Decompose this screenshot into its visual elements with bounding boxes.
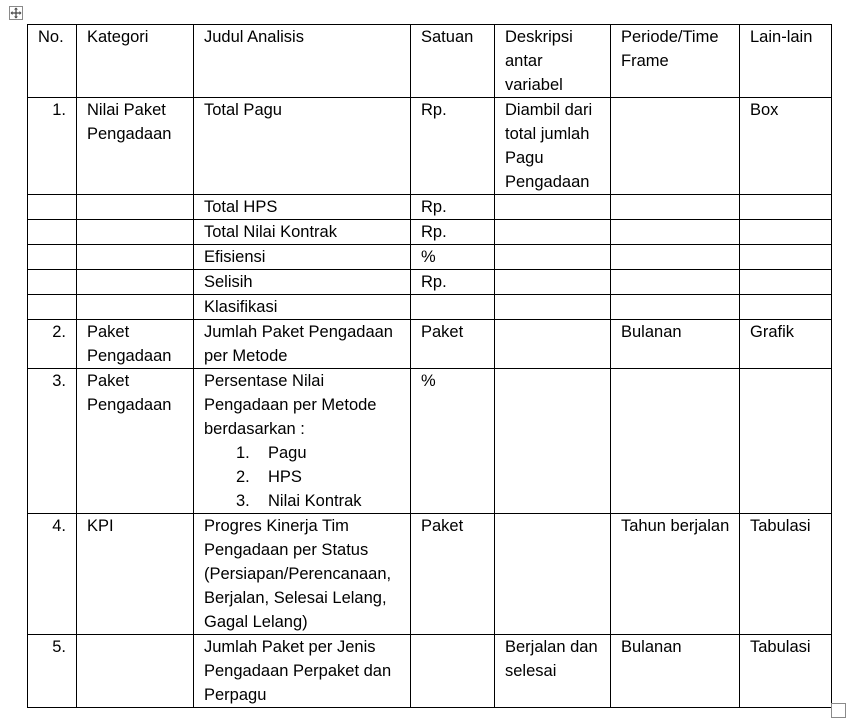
table-row xyxy=(28,195,832,220)
table-header-row xyxy=(28,25,832,98)
cell-periode[interactable] xyxy=(611,220,740,245)
table-row xyxy=(28,295,832,320)
list-item-text: HPS xyxy=(268,468,302,486)
cell-judul[interactable]: Efisiensi xyxy=(194,245,411,270)
analysis-table xyxy=(27,24,832,708)
table-resize-handle-icon[interactable] xyxy=(831,703,846,718)
cell-satuan[interactable]: % xyxy=(411,245,495,270)
cell-no[interactable]: 2. xyxy=(28,320,77,369)
cell-periode[interactable] xyxy=(611,195,740,220)
cell-periode[interactable] xyxy=(611,369,740,514)
table-row xyxy=(28,369,832,514)
list-item xyxy=(236,441,402,465)
cell-deskripsi[interactable] xyxy=(495,270,611,295)
cell-kategori[interactable] xyxy=(77,195,194,220)
list-item xyxy=(236,465,402,489)
cell-satuan[interactable]: % xyxy=(411,369,495,514)
cell-satuan[interactable]: Rp. xyxy=(411,195,495,220)
cell-satuan[interactable]: Rp. xyxy=(411,220,495,245)
header-no[interactable]: No. xyxy=(28,25,77,98)
cell-judul[interactable]: Total Pagu xyxy=(194,98,411,195)
cell-kategori[interactable] xyxy=(77,220,194,245)
cell-no[interactable] xyxy=(28,220,77,245)
numbered-list xyxy=(204,441,402,513)
cell-kategori[interactable]: Paket Pengadaan xyxy=(77,369,194,514)
cell-kategori[interactable]: Paket Pengadaan xyxy=(77,320,194,369)
cell-satuan[interactable]: Rp. xyxy=(411,270,495,295)
cell-periode[interactable] xyxy=(611,295,740,320)
cell-deskripsi[interactable] xyxy=(495,514,611,635)
cell-satuan[interactable]: Rp. xyxy=(411,98,495,195)
cell-periode[interactable] xyxy=(611,270,740,295)
cell-deskripsi[interactable]: Berjalan dan selesai xyxy=(495,635,611,708)
cell-lain[interactable]: Box xyxy=(740,98,832,195)
cell-kategori[interactable]: Nilai Paket Pengadaan xyxy=(77,98,194,195)
cell-lain[interactable] xyxy=(740,369,832,514)
cell-deskripsi[interactable] xyxy=(495,320,611,369)
cell-no[interactable]: 1. xyxy=(28,98,77,195)
list-item xyxy=(236,489,402,513)
cell-deskripsi[interactable] xyxy=(495,220,611,245)
header-satuan[interactable]: Satuan xyxy=(411,25,495,98)
cell-no[interactable]: 3. xyxy=(28,369,77,514)
table-row xyxy=(28,98,832,195)
cell-periode[interactable]: Bulanan xyxy=(611,320,740,369)
cell-lain[interactable]: Tabulasi xyxy=(740,514,832,635)
cell-judul[interactable]: Progres Kinerja Tim Pengadaan per Status (Persiapan/Perencanaan, Berjalan, Selesai Lelang, Gagal Lelang) xyxy=(194,514,411,635)
cell-deskripsi[interactable]: Diambil dari total jumlah Pagu Pengadaan xyxy=(495,98,611,195)
list-number: 3. xyxy=(236,492,250,510)
cell-satuan[interactable]: Paket xyxy=(411,514,495,635)
table-row xyxy=(28,320,832,369)
list-number: 1. xyxy=(236,444,250,462)
cell-judul[interactable]: Total Nilai Kontrak xyxy=(194,220,411,245)
cell-judul[interactable]: Selisih xyxy=(194,270,411,295)
cell-judul-text: Persentase Nilai Pengadaan per Metode berdasarkan : xyxy=(204,372,377,438)
cell-no[interactable]: 5. xyxy=(28,635,77,708)
cell-kategori[interactable] xyxy=(77,245,194,270)
cell-periode[interactable] xyxy=(611,98,740,195)
table-row xyxy=(28,635,832,708)
header-deskripsi[interactable]: Deskripsi antar variabel xyxy=(495,25,611,98)
header-periode[interactable]: Periode/Time Frame xyxy=(611,25,740,98)
cell-lain[interactable] xyxy=(740,195,832,220)
cell-satuan[interactable] xyxy=(411,295,495,320)
header-lain[interactable]: Lain-lain xyxy=(740,25,832,98)
cell-kategori[interactable] xyxy=(77,270,194,295)
cell-judul[interactable]: Jumlah Paket Pengadaan per Metode xyxy=(194,320,411,369)
cell-no[interactable] xyxy=(28,195,77,220)
cell-judul[interactable] xyxy=(194,369,411,514)
cell-periode[interactable]: Bulanan xyxy=(611,635,740,708)
cell-deskripsi[interactable] xyxy=(495,245,611,270)
cell-no[interactable] xyxy=(28,270,77,295)
cell-deskripsi[interactable] xyxy=(495,369,611,514)
cell-kategori[interactable] xyxy=(77,295,194,320)
cell-lain[interactable]: Tabulasi xyxy=(740,635,832,708)
list-item-text: Pagu xyxy=(268,444,307,462)
cell-lain[interactable] xyxy=(740,295,832,320)
cell-kategori[interactable]: KPI xyxy=(77,514,194,635)
cell-judul[interactable]: Jumlah Paket per Jenis Pengadaan Perpaket dan Perpagu xyxy=(194,635,411,708)
cell-deskripsi[interactable] xyxy=(495,295,611,320)
cell-no[interactable]: 4. xyxy=(28,514,77,635)
table-row xyxy=(28,270,832,295)
cell-periode[interactable] xyxy=(611,245,740,270)
cell-periode[interactable]: Tahun berjalan xyxy=(611,514,740,635)
table-row xyxy=(28,514,832,635)
cell-no[interactable] xyxy=(28,295,77,320)
cell-judul[interactable]: Total HPS xyxy=(194,195,411,220)
cell-satuan[interactable] xyxy=(411,635,495,708)
header-kategori[interactable]: Kategori xyxy=(77,25,194,98)
cell-kategori[interactable] xyxy=(77,635,194,708)
cell-deskripsi[interactable] xyxy=(495,195,611,220)
table-move-handle-icon[interactable] xyxy=(9,6,23,20)
cell-no[interactable] xyxy=(28,245,77,270)
cell-lain[interactable] xyxy=(740,220,832,245)
cell-lain[interactable] xyxy=(740,270,832,295)
cell-lain[interactable] xyxy=(740,245,832,270)
cell-judul[interactable]: Klasifikasi xyxy=(194,295,411,320)
list-item-text: Nilai Kontrak xyxy=(268,492,362,510)
cell-satuan[interactable]: Paket xyxy=(411,320,495,369)
list-number: 2. xyxy=(236,468,250,486)
table-row xyxy=(28,220,832,245)
table-row xyxy=(28,245,832,270)
cell-lain[interactable]: Grafik xyxy=(740,320,832,369)
header-judul[interactable]: Judul Analisis xyxy=(194,25,411,98)
